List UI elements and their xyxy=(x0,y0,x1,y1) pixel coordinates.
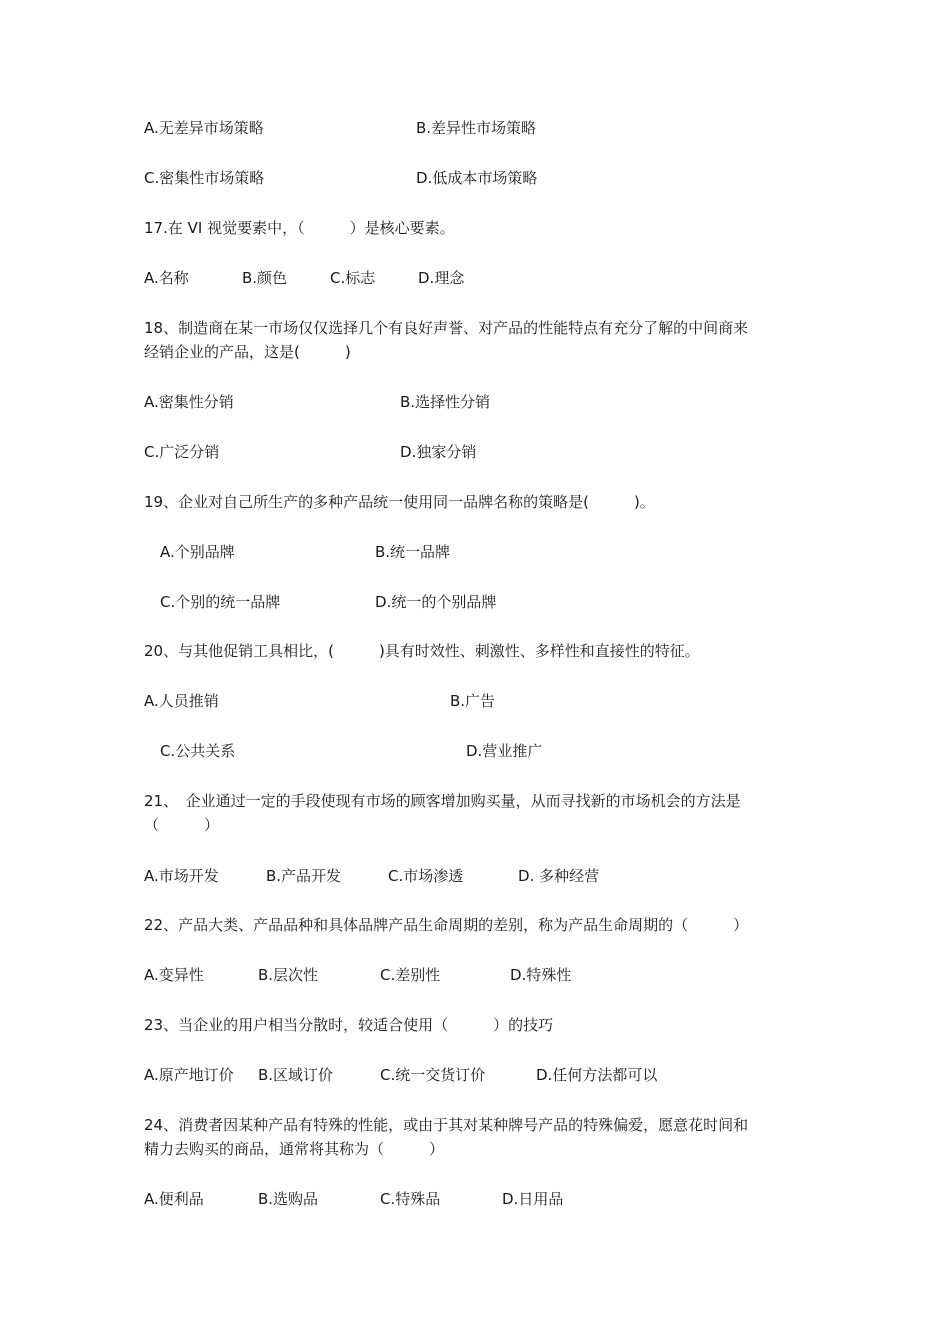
q19-option-a: A.个别品牌 xyxy=(160,543,235,561)
q16-option-d: D.低成本市场策略 xyxy=(416,169,538,187)
q24-stem-line2: 精力去购买的商品，通常将其称为（ ） xyxy=(144,1140,445,1158)
q24-option-a: A.便利品 xyxy=(144,1190,204,1208)
q19-option-c: C.个别的统一品牌 xyxy=(160,593,281,611)
q18-stem-line1: 18、制造商在某一市场仅仅选择几个有良好声誉、对产品的性能特点有充分了解的中间商来 xyxy=(144,319,749,337)
q17-option-c: C.标志 xyxy=(330,269,376,287)
q22-option-a: A.变异性 xyxy=(144,966,204,984)
q20-option-a: A.人员推销 xyxy=(144,692,219,710)
q20-stem: 20、与其他促销工具相比，( )具有时效性、刺激性、多样性和直接性的特征。 xyxy=(144,642,700,660)
q21-option-c: C.市场渗透 xyxy=(388,867,464,885)
q18-stem-line2: 经销企业的产品，这是( ) xyxy=(144,343,351,361)
q23-option-a: A.原产地订价 xyxy=(144,1066,234,1084)
q18-option-d: D.独家分销 xyxy=(400,443,477,461)
q23-option-c: C.统一交货订价 xyxy=(380,1066,486,1084)
q23-option-b: B.区域订价 xyxy=(258,1066,334,1084)
q24-option-d: D.日用品 xyxy=(502,1190,564,1208)
q17-option-a: A.名称 xyxy=(144,269,189,287)
q22-stem: 22、产品大类、产品品种和具体品牌产品生命周期的差别，称为产品生命周期的（ ） xyxy=(144,916,749,934)
q19-option-b: B.统一品牌 xyxy=(375,543,451,561)
q24-option-c: C.特殊品 xyxy=(380,1190,441,1208)
q22-option-b: B.层次性 xyxy=(258,966,319,984)
q18-option-c: C.广泛分销 xyxy=(144,443,220,461)
q17-option-d: D.理念 xyxy=(418,269,465,287)
q18-option-a: A.密集性分销 xyxy=(144,393,234,411)
q20-option-c: C.公共关系 xyxy=(160,742,236,760)
q21-option-a: A.市场开发 xyxy=(144,867,219,885)
q21-option-d: D. 多种经营 xyxy=(518,867,600,885)
q18-option-b: B.选择性分销 xyxy=(400,393,491,411)
q17-stem: 17.在 VI 视觉要素中，（ ）是核心要素。 xyxy=(144,219,455,237)
q21-option-b: B.产品开发 xyxy=(266,867,342,885)
q20-option-d: D.营业推广 xyxy=(466,742,543,760)
q24-stem-line1: 24、消费者因某种产品有特殊的性能，或由于其对某种牌号产品的特殊偏爱，愿意花时间和 xyxy=(144,1116,749,1134)
q19-stem: 19、企业对自己所生产的多种产品统一使用同一品牌名称的策略是( )。 xyxy=(144,493,655,511)
q20-option-b: B.广告 xyxy=(450,692,496,710)
q16-option-b: B.差异性市场策略 xyxy=(416,119,537,137)
q17-option-b: B.颜色 xyxy=(242,269,288,287)
q23-option-d: D.任何方法都可以 xyxy=(536,1066,658,1084)
q24-option-b: B.选购品 xyxy=(258,1190,319,1208)
q21-stem-line2: （ ） xyxy=(144,816,220,834)
q16-option-c: C.密集性市场策略 xyxy=(144,169,265,187)
q21-stem-line1: 21、 企业通过一定的手段使现有市场的顾客增加购买量，从而寻找新的市场机会的方法是 xyxy=(144,792,741,810)
q23-stem: 23、当企业的用户相当分散时，较适合使用（ ）的技巧 xyxy=(144,1016,554,1034)
q22-option-c: C.差别性 xyxy=(380,966,441,984)
q16-option-a: A.无差异市场策略 xyxy=(144,119,264,137)
q19-option-d: D.统一的个别品牌 xyxy=(375,593,497,611)
q22-option-d: D.特殊性 xyxy=(510,966,572,984)
